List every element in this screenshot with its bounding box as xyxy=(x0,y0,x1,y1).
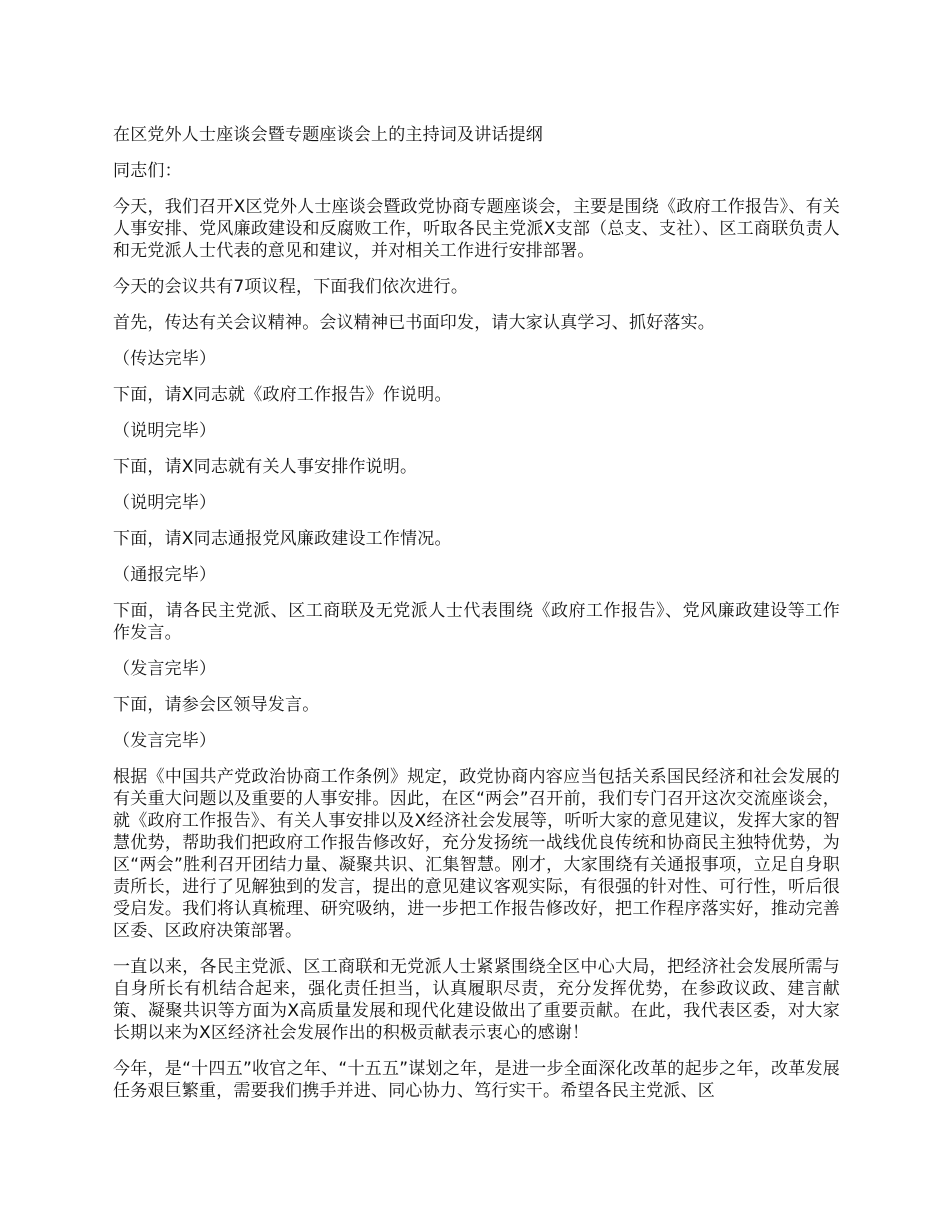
paragraph-outlook: 今年，是“十四五”收官之年、“十五五”谋划之年，是进一步全面深化改革的起步之年，改革发展任务艰巨繁重，需要我们携手并进、同心协力、笃行实干。希望各民主党派、区 xyxy=(113,1059,840,1101)
paragraph-note-5: （发言完毕） xyxy=(113,659,217,679)
document-title: 在区党外人士座谈会暨专题座谈会上的主持词及讲话提纲 xyxy=(113,125,543,145)
paragraph-thanks: 一直以来，各民主党派、区工商联和无党派人士紧紧围绕全区中心大局，把经济社会发展所需与自身所长有机结合起来，强化责任担当，认真履职尽责，充分发挥优势，在参政议政、建言献策、凝聚共识等方面为X高质量发展和现代化建设做出了重要贡献。在此，我代表区委，对大家长期以来为X区经济社会发展作出的积极贡献表示衷心的感谢！ xyxy=(113,957,840,1043)
paragraph-note-3: （说明完毕） xyxy=(113,493,217,513)
paragraph-item-6: 下面，请参会区领导发言。 xyxy=(113,695,320,715)
paragraph-note-6: （发言完毕） xyxy=(113,731,217,751)
paragraph-item-4: 下面，请X同志通报党风廉政建设工作情况。 xyxy=(113,529,452,549)
paragraph-intro: 今天，我们召开X区党外人士座谈会暨政党协商专题座谈会，主要是围绕《政府工作报告》、有关人事安排、党风廉政建设和反腐败工作，听取各民主党派X支部（总支、支社）、区工商联负责人和无党派人士代表的意见和建议，并对相关工作进行安排部署。 xyxy=(113,197,840,261)
paragraph-note-1: （传达完毕） xyxy=(113,349,217,369)
paragraph-item-1: 首先，传达有关会议精神。会议精神已书面印发，请大家认真学习、抓好落实。 xyxy=(113,313,715,333)
paragraph-note-4: （通报完毕） xyxy=(113,565,217,585)
paragraph-item-3: 下面，请X同志就有关人事安排作说明。 xyxy=(113,457,418,477)
paragraph-note-2: （说明完毕） xyxy=(113,421,217,441)
salutation: 同志们： xyxy=(113,161,182,181)
paragraph-summary: 根据《中国共产党政治协商工作条例》规定，政党协商内容应当包括关系国民经济和社会发展的有关重大问题以及重要的人事安排。因此，在区“两会”召开前，我们专门召开这次交流座谈会，就《政府工作报告》、有关人事安排以及X经济社会发展等，听听大家的意见建议，发挥大家的智慧优势，帮助我们把政府工作报告修改好，充分发扬统一战线优良传统和协商民主独特优势，为区“两会”胜利召开团结力量、凝聚共识、汇集智慧。刚才，大家围绕有关通报事项，立足自身职责所长，进行了见解独到的发言，提出的意见建议客观实际，有很强的针对性、可行性，听后很受启发。我们将认真梳理、研究吸纳，进一步把工作报告修改好，把工作程序落实好，推动完善区委、区政府决策部署。 xyxy=(113,767,840,941)
paragraph-item-2: 下面，请X同志就《政府工作报告》作说明。 xyxy=(113,385,452,405)
document-body xyxy=(113,124,840,1116)
paragraph-item-5: 下面，请各民主党派、区工商联及无党派人士代表围绕《政府工作报告》、党风廉政建设等工作作发言。 xyxy=(113,601,840,643)
paragraph-agenda: 今天的会议共有7项议程，下面我们依次进行。 xyxy=(113,277,469,297)
